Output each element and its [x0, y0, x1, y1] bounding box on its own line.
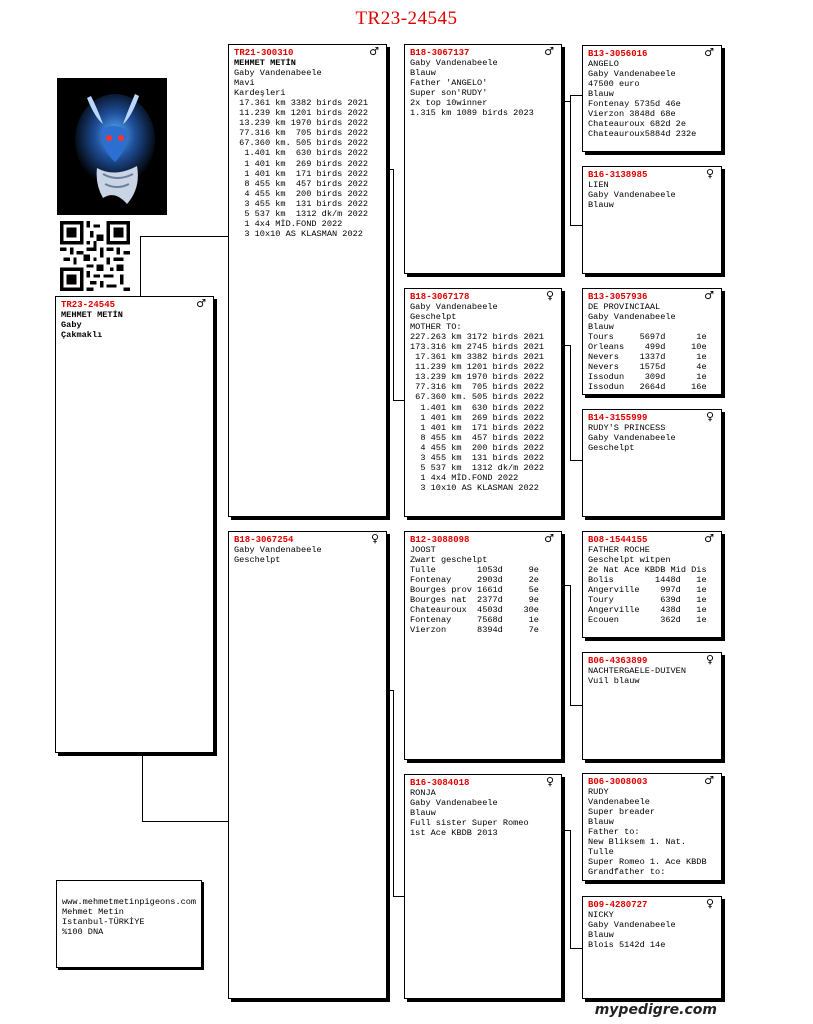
ring-number: B06-4363899 — [588, 656, 648, 666]
bird-line: Tulle 1053d 9e — [410, 565, 539, 576]
female-symbol-icon: ♀ — [705, 167, 714, 180]
bird-line: Gaby Vandenabeele — [588, 190, 676, 201]
bird-line: Blauw — [588, 930, 614, 941]
ring-number: TR23-24545 — [61, 300, 116, 310]
ddd-card[interactable] — [582, 896, 722, 999]
breeder-name: Mehmet Metin — [62, 907, 124, 917]
dsd-card[interactable] — [582, 652, 722, 760]
bird-line: Gaby Vandenabeele — [588, 433, 676, 444]
connector-line — [570, 95, 571, 225]
bird-line: Father to: — [588, 827, 640, 838]
bird-line: Blauw — [588, 817, 614, 828]
bird-line: Zwart geschelpt — [410, 555, 488, 566]
bird-line: 67.360 km. 505 birds 2022 — [410, 392, 545, 403]
bird-line: RUDY — [588, 787, 609, 798]
bird-line: Geschelpt — [588, 443, 635, 454]
ring-number: B18-3067178 — [410, 292, 470, 302]
bird-line: Blauw — [410, 68, 436, 79]
bird-line: 5 537 km 1312 dk/m 2022 — [234, 208, 369, 219]
bird-line: Nevers 1575d 4e — [588, 362, 707, 373]
female-symbol-icon: ♀ — [545, 775, 554, 788]
connector-line — [393, 169, 394, 400]
bird-line: Angerville 438d 1e — [588, 605, 707, 616]
dam-dam-card[interactable] — [404, 774, 562, 999]
bird-line: Chateauroux 682d 2e — [588, 119, 686, 130]
bird-line: 1 401 km 171 birds 2022 — [234, 168, 369, 179]
bird-line: LIEN — [588, 180, 609, 191]
bird-line: 1 4x4 MİD.FOND 2022 — [410, 472, 519, 483]
connector-line — [562, 101, 570, 102]
bird-line: Full sister Super Romeo — [410, 818, 529, 829]
ring-number: B09-4280727 — [588, 900, 648, 910]
male-symbol-icon: ♂ — [369, 45, 379, 58]
bird-line: Bolis 1448d 1e — [588, 575, 707, 586]
bird-line: Mavi — [234, 78, 255, 89]
bird-line: MEHMET METİN — [61, 310, 123, 321]
bird-line: 5 537 km 1312 dk/m 2022 — [410, 462, 545, 473]
bird-line: 1 401 km 269 birds 2022 — [234, 158, 369, 169]
ring-number: TR21-300310 — [234, 48, 294, 58]
bird-line: FATHER ROCHE — [588, 545, 650, 556]
bird-line: Bourges nat 2377d 9e — [410, 595, 539, 606]
bird-line: 227.263 km 3172 birds 2021 — [410, 332, 545, 343]
bird-line: 173.316 km 2745 birds 2021 — [410, 342, 545, 353]
bird-line: Toury 639d 1e — [588, 595, 707, 606]
bird-line: Chateauroux 4503d 30e — [410, 605, 539, 616]
bird-line: DE PROVINCIAAL — [588, 302, 661, 313]
dam-sire-card[interactable] — [404, 531, 562, 760]
bird-line: Fontenay 2903d 2e — [410, 575, 539, 586]
bird-line: Geschelpt witpen — [588, 555, 671, 566]
ring-number: B13-3057936 — [588, 292, 648, 302]
dragon-logo-image — [57, 78, 167, 215]
bird-line: 11.239 km 1201 birds 2022 — [234, 108, 369, 119]
dam-card[interactable] — [228, 531, 387, 999]
bird-line: MEHMET METİN — [234, 58, 296, 69]
connector-line — [142, 753, 143, 821]
breeder-location: Istanbul-TÜRKİYE — [62, 917, 145, 927]
ring-number: B13-3056016 — [588, 49, 648, 59]
bird-line: 2e Nat Ace KBDB Mid Dis — [588, 565, 707, 576]
bird-line: NACHTERGAELE-DUIVEN — [588, 666, 686, 677]
bird-line: Geschelpt — [410, 312, 457, 323]
bird-line: Super Romeo 1. Ace KBDB — [588, 857, 707, 868]
bird-line: Vuil blauw — [588, 676, 640, 687]
bird-line: Gaby Vandenabeele — [410, 798, 498, 809]
bird-line: 8 455 km 457 birds 2022 — [410, 432, 545, 443]
bird-line: Gaby Vandenabeele — [588, 312, 676, 323]
bird-line: ANGELO — [588, 59, 619, 70]
breeder-info-box — [56, 880, 202, 968]
bird-line: Nevers 1337d 1e — [588, 352, 707, 363]
bird-line: 3 455 km 131 birds 2022 — [234, 198, 369, 209]
sds-card[interactable] — [582, 288, 722, 395]
pedigree-title: TR23-24545 — [355, 8, 458, 29]
bird-line: 1.315 km 1089 birds 2023 — [410, 108, 534, 119]
ring-number: B18-3067137 — [410, 48, 470, 58]
bird-line: 77.316 km 705 birds 2022 — [234, 128, 369, 139]
ring-number: B16-3084018 — [410, 778, 470, 788]
bird-line: RUDY'S PRINCESS — [588, 423, 666, 434]
female-symbol-icon: ♀ — [705, 410, 714, 423]
qr-code[interactable] — [60, 221, 130, 291]
ring-number: B14-3155999 — [588, 413, 648, 423]
bird-line: Vierzon 3848d 68e — [588, 109, 676, 120]
connector-line — [570, 830, 571, 948]
bird-line: Orleans 499d 10e — [588, 342, 707, 353]
male-symbol-icon: ♂ — [704, 289, 714, 302]
male-symbol-icon: ♂ — [704, 774, 714, 787]
bird-line: 3 10x10 AS KLASMAN 2022 — [410, 482, 539, 493]
bird-line: Ecouen 362d 1e — [588, 615, 707, 626]
sire-dam-card[interactable] — [404, 288, 562, 517]
bird-line: 17.361 km 3382 birds 2021 — [410, 352, 545, 363]
bird-line: Super son'RUDY' — [410, 88, 488, 99]
connector-line — [562, 830, 570, 831]
connector-line — [570, 225, 582, 226]
bird-line: 3 10x10 AS KLASMAN 2022 — [234, 228, 363, 239]
sdd-card[interactable] — [582, 409, 722, 517]
bird-line: Gaby Vandenabeele — [410, 302, 498, 313]
connector-line — [570, 95, 582, 96]
bird-line: Blauw — [588, 322, 614, 333]
connector-line — [393, 896, 404, 897]
bird-line: 77.316 km 705 birds 2022 — [410, 382, 545, 393]
connector-line — [570, 585, 571, 705]
male-symbol-icon: ♂ — [544, 45, 554, 58]
bird-line: Gaby Vandenabeele — [588, 920, 676, 931]
male-symbol-icon: ♂ — [544, 532, 554, 545]
bird-line: Blauw — [588, 89, 614, 100]
bird-line: Issodun 309d 1e — [588, 372, 707, 383]
bird-line: 67.360 km. 505 birds 2022 — [234, 138, 369, 149]
connector-line — [140, 236, 228, 237]
bird-line: 11.239 km 1201 birds 2022 — [410, 362, 545, 373]
bird-line: 4 455 km 200 birds 2022 — [234, 188, 369, 199]
female-symbol-icon: ♀ — [370, 532, 379, 545]
bird-line: 17.361 km 3382 birds 2021 — [234, 98, 369, 109]
connector-line — [570, 345, 571, 460]
bird-line: 2x top 10winner — [410, 98, 488, 109]
bird-line: Geschelpt — [234, 555, 281, 566]
website-link[interactable]: www.mehmetmetinpigeons.com — [62, 897, 197, 907]
bird-line: Gaby — [61, 320, 82, 331]
female-symbol-icon: ♀ — [705, 897, 714, 910]
bird-line: Vierzon 8394d 7e — [410, 625, 539, 636]
dds-card[interactable] — [582, 773, 722, 881]
bird-line: Angerville 997d 1e — [588, 585, 707, 596]
sire-sire-card[interactable] — [404, 44, 562, 274]
bird-line: Grandfather to: — [588, 867, 666, 878]
watermark-text: mypedigre.com — [594, 1002, 717, 1018]
male-symbol-icon: ♂ — [704, 532, 714, 545]
connector-line — [570, 705, 582, 706]
connector-line — [140, 236, 141, 296]
dna-note: %100 DNA — [62, 927, 104, 937]
bird-line: 13.239 km 1970 birds 2022 — [410, 372, 545, 383]
bird-line: Gaby Vandenabeele — [234, 545, 322, 556]
bird-line: Blois 5142d 14e — [588, 940, 666, 951]
bird-line: Gaby Vandenabeele — [234, 68, 322, 79]
ring-number: B12-3088098 — [410, 535, 470, 545]
connector-line — [570, 460, 582, 461]
bird-line: 1 4x4 MİD.FOND 2022 — [234, 218, 343, 229]
bird-line: 1st Ace KBDB 2013 — [410, 828, 498, 839]
bird-line: 8 455 km 457 birds 2022 — [234, 178, 369, 189]
bird-line: Gaby Vandenabeele — [410, 58, 498, 69]
connector-line — [142, 821, 228, 822]
bird-line: 1.401 km 630 birds 2022 — [410, 402, 545, 413]
bird-line: 1 401 km 171 birds 2022 — [410, 422, 545, 433]
bird-line: Issodun 2664d 16e — [588, 382, 707, 393]
ssd-card[interactable] — [582, 166, 722, 274]
bird-line: Father 'ANGELO' — [410, 78, 488, 89]
bird-line: 13.239 km 1970 birds 2022 — [234, 118, 369, 129]
bird-line: Fontenay 5735d 46e — [588, 99, 681, 110]
bird-line: Çakmaklı — [61, 330, 103, 341]
bird-line: New Bliksem 1. Nat. — [588, 837, 686, 848]
connector-line — [570, 948, 582, 949]
bird-line: Bourges prov 1661d 5e — [410, 585, 539, 596]
connector-line — [393, 690, 394, 896]
ring-number: B06-3008003 — [588, 777, 648, 787]
bird-line: Blauw — [588, 200, 614, 211]
bird-line: Tulle — [588, 847, 614, 858]
bird-line: Vandenabeele — [588, 797, 650, 808]
bird-line: Chateauroux5884d 232e — [588, 129, 697, 140]
bird-line: NICKY — [588, 910, 614, 921]
ring-number: B18-3067254 — [234, 535, 294, 545]
subject-bird-card[interactable] — [55, 296, 214, 753]
bird-line: MOTHER TO: — [410, 322, 462, 333]
male-symbol-icon: ♂ — [704, 46, 714, 59]
female-symbol-icon: ♀ — [705, 653, 714, 666]
ring-number: B08-1544155 — [588, 535, 648, 545]
bird-line: 47500 euro — [588, 79, 640, 90]
connector-line — [562, 345, 570, 346]
connector-line — [562, 585, 570, 586]
bird-line: Super breader — [588, 807, 656, 818]
bird-line: 4 455 km 200 birds 2022 — [410, 442, 545, 453]
ring-number: B16-3138985 — [588, 170, 648, 180]
bird-line: Blauw — [410, 808, 436, 819]
bird-line: 3 455 km 131 birds 2022 — [410, 452, 545, 463]
bird-line: Kardeşleri — [234, 88, 286, 99]
bird-line: Gaby Vandenabeele — [588, 69, 676, 80]
sire-card[interactable] — [228, 44, 387, 517]
bird-line: Tours 5697d 1e — [588, 332, 707, 343]
dss-card[interactable] — [582, 531, 722, 638]
bird-line: RONJA — [410, 788, 436, 799]
bird-line: 1.401 km 630 birds 2022 — [234, 148, 369, 159]
bird-line: JOOST — [410, 545, 436, 556]
connector-line — [393, 400, 404, 401]
bird-line: Fontenay 7568d 1e — [410, 615, 539, 626]
female-symbol-icon: ♀ — [545, 289, 554, 302]
male-symbol-icon: ♂ — [196, 297, 206, 310]
bird-line: 1 401 km 269 birds 2022 — [410, 412, 545, 423]
sss-card[interactable] — [582, 45, 722, 152]
